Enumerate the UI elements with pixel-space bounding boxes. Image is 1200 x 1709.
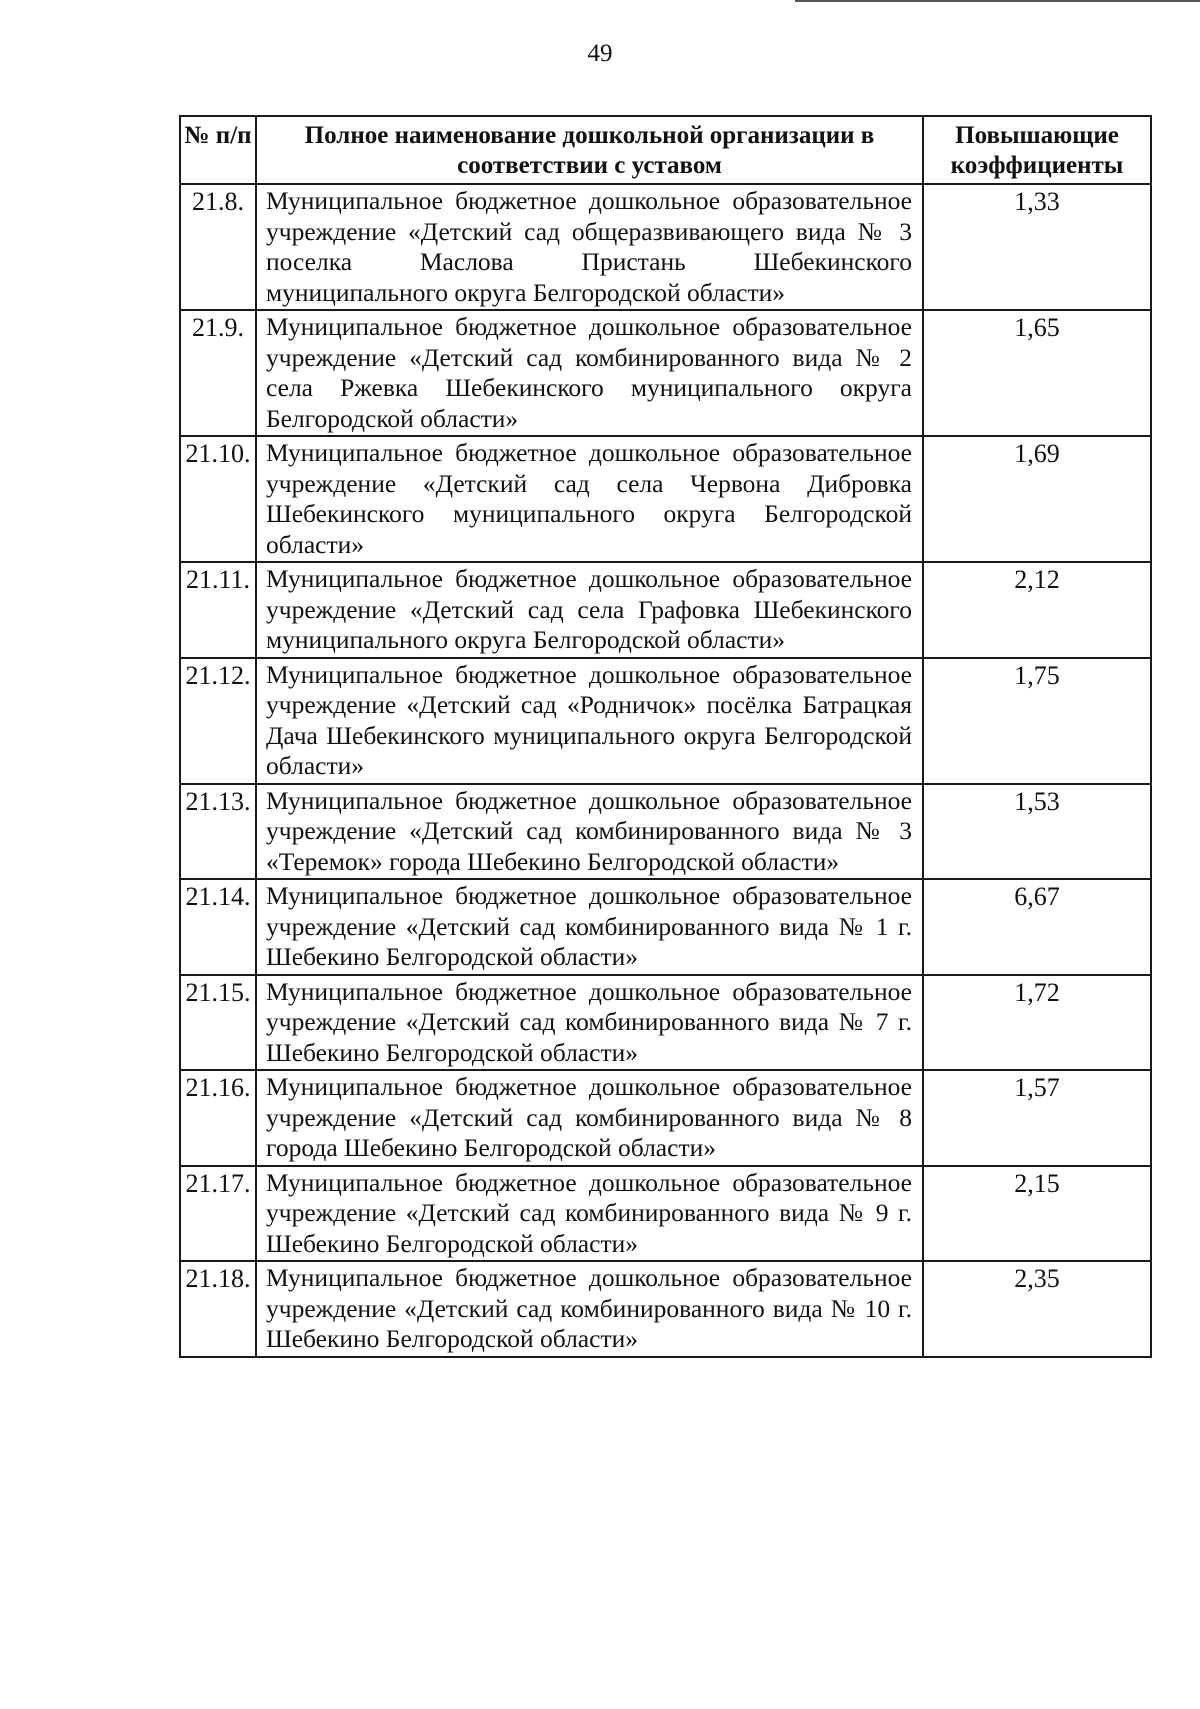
coefficient-value: 6,67 [923,879,1151,975]
table-row [180,658,1151,784]
row-number: 21.10. [180,436,256,562]
coefficient-value: 1,33 [923,184,1151,310]
organization-name: Муниципальное бюджетное дошкольное образовательное учреждение «Детский сад комбинированного вида № 9 г. Шебекино Белгородской области» [256,1166,923,1262]
organization-name: Муниципальное бюджетное дошкольное образовательное учреждение «Детский сад комбинированного вида № 8 города Шебекино Белгородской области» [256,1070,923,1166]
table-row [180,879,1151,975]
table-row [180,1261,1151,1357]
coefficient-value: 2,15 [923,1166,1151,1262]
row-number: 21.11. [180,562,256,658]
coefficient-value: 1,72 [923,975,1151,1071]
organization-name: Муниципальное бюджетное дошкольное образовательное учреждение «Детский сад комбинированного вида № 3 «Теремок» города Шебекино Белгородской области» [256,784,923,880]
row-number: 21.13. [180,784,256,880]
table-row [180,436,1151,562]
row-number: 21.9. [180,310,256,436]
coefficient-value: 1,57 [923,1070,1151,1166]
table-row [180,562,1151,658]
row-number: 21.8. [180,184,256,310]
scan-border-line [795,0,1200,2]
row-number: 21.18. [180,1261,256,1357]
table-header-row [180,116,1151,184]
row-number: 21.16. [180,1070,256,1166]
row-number: 21.17. [180,1166,256,1262]
organization-name: Муниципальное бюджетное дошкольное образовательное учреждение «Детский сад комбинированного вида № 1 г. Шебекино Белгородской области» [256,879,923,975]
coefficient-value: 1,69 [923,436,1151,562]
table-row [180,1166,1151,1262]
table-row [180,784,1151,880]
coefficient-value: 1,75 [923,658,1151,784]
organization-name: Муниципальное бюджетное дошкольное образовательное учреждение «Детский сад комбинированного вида № 7 г. Шебекино Белгородской области» [256,975,923,1071]
table-row [180,1070,1151,1166]
organization-name: Муниципальное бюджетное дошкольное образовательное учреждение «Детский сад села Червона Дибровка Шебекинского муниципального округа Белгородской области» [256,436,923,562]
organization-name: Муниципальное бюджетное дошкольное образовательное учреждение «Детский сад комбинированного вида № 2 села Ржевка Шебекинского муниципального округа Белгородской области» [256,310,923,436]
coefficient-value: 2,35 [923,1261,1151,1357]
header-num: № п/п [180,116,256,184]
header-name: Полное наименование дошкольной организации в соответствии с уставом [256,116,923,184]
organization-name: Муниципальное бюджетное дошкольное образовательное учреждение «Детский сад комбинированного вида № 10 г. Шебекино Белгородской области» [256,1261,923,1357]
page-number: 49 [587,40,613,67]
table-row [180,184,1151,310]
row-number: 21.15. [180,975,256,1071]
header-coef: Повышающие коэффициенты [923,116,1151,184]
table-row [180,975,1151,1071]
coefficients-table [179,115,1152,1358]
organization-name: Муниципальное бюджетное дошкольное образовательное учреждение «Детский сад общеразвивающего вида № 3 поселка Маслова Пристань Шебекинского муниципального округа Белгородской области» [256,184,923,310]
coefficient-value: 2,12 [923,562,1151,658]
table-row [180,310,1151,436]
row-number: 21.14. [180,879,256,975]
organization-name: Муниципальное бюджетное дошкольное образовательное учреждение «Детский сад «Родничок» посёлка Батрацкая Дача Шебекинского муниципального округа Белгородской области» [256,658,923,784]
organization-name: Муниципальное бюджетное дошкольное образовательное учреждение «Детский сад села Графовка Шебекинского муниципального округа Белгородской области» [256,562,923,658]
row-number: 21.12. [180,658,256,784]
coefficient-value: 1,53 [923,784,1151,880]
coefficient-value: 1,65 [923,310,1151,436]
